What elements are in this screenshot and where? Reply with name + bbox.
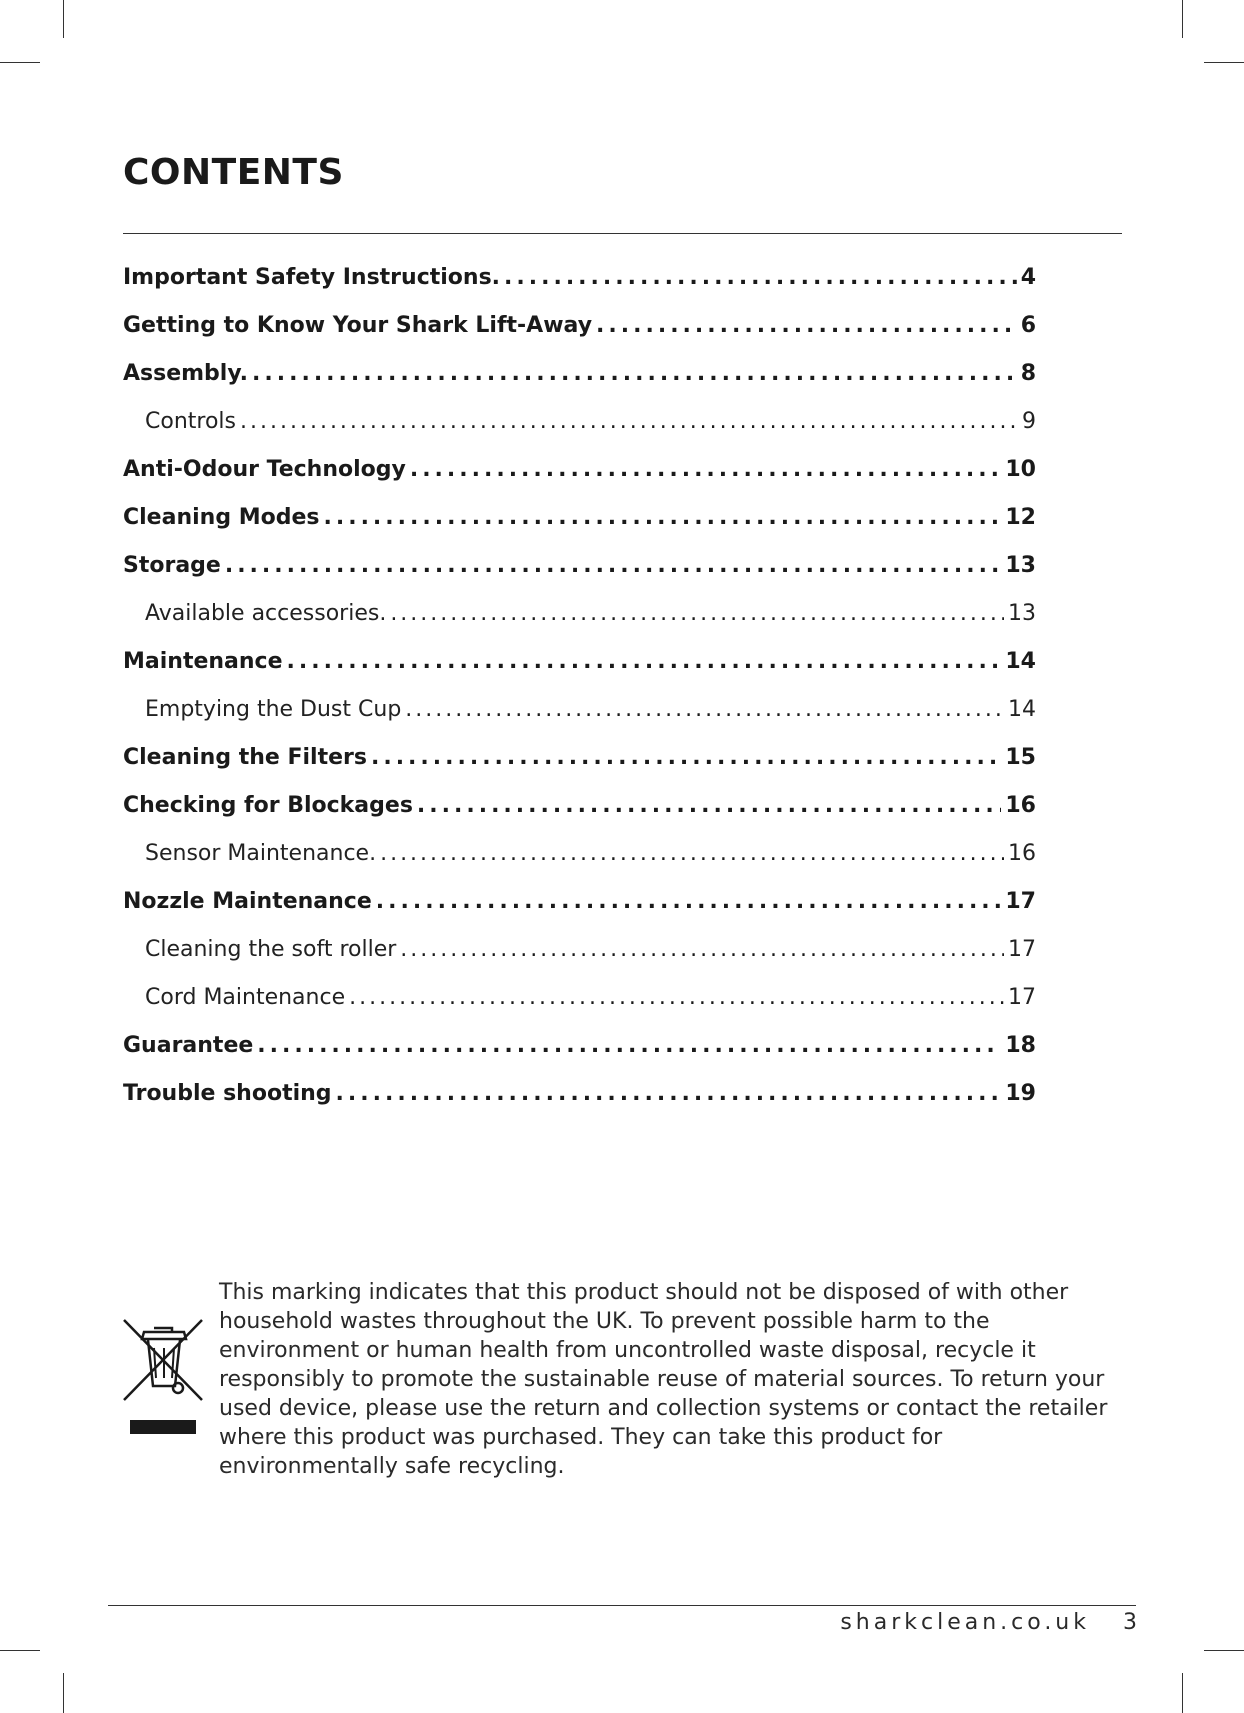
footer-divider (108, 1605, 1136, 1606)
toc-entry (123, 738, 1036, 786)
toc-entry-label: Getting to Know Your Shark Lift-Away (123, 313, 593, 338)
toc-entry-label: Anti-Odour Technology (123, 457, 406, 482)
toc-entry (123, 1026, 1036, 1074)
toc-entry-page: 12 (1005, 505, 1036, 530)
crop-mark (1204, 62, 1244, 63)
title-divider (123, 233, 1122, 234)
toc-entry (123, 930, 1036, 978)
dot-leader (324, 498, 1002, 538)
toc-entry (123, 402, 1036, 450)
page-number: 3 (1123, 1610, 1137, 1635)
toc-entry-label: Trouble shooting (123, 1081, 332, 1106)
toc-entry-label: Assembly. (123, 361, 249, 386)
toc-entry-label: Important Safety Instructions. (123, 265, 501, 290)
toc-entry (123, 786, 1036, 834)
toc-entry-page: 16 (1008, 841, 1036, 866)
dot-leader (376, 882, 1002, 922)
toc-entry-page: 9 (1022, 409, 1036, 434)
dot-leader (504, 258, 1017, 298)
dot-leader (336, 1074, 1002, 1114)
toc-entry (123, 354, 1036, 402)
toc-entry (123, 642, 1036, 690)
crop-mark (0, 1650, 40, 1651)
crossed-out-wheelie-bin-icon (122, 1318, 204, 1438)
toc-entry-label: Available accessories. (145, 601, 387, 626)
toc-entry (123, 306, 1036, 354)
dot-leader (257, 1026, 1001, 1066)
toc-entry-label: Checking for Blockages (123, 793, 413, 818)
page-footer (840, 1610, 1137, 1635)
toc-entry-label: Cleaning the soft roller (145, 937, 397, 962)
crop-mark (63, 0, 64, 38)
toc-entry-label: Cleaning Modes (123, 505, 320, 530)
toc-entry-label: Controls (145, 409, 236, 434)
website-url: sharkclean.co.uk (840, 1610, 1090, 1635)
toc-entry-page: 19 (1005, 1081, 1036, 1106)
dot-leader (405, 690, 1004, 730)
toc-entry-page: 17 (1008, 985, 1036, 1010)
toc-entry (123, 498, 1036, 546)
crop-mark (0, 62, 40, 63)
toc-entry-page: 10 (1005, 457, 1036, 482)
dot-leader (417, 786, 1001, 826)
weee-disposal-notice: This marking indicates that this product should not be disposed of with other household wastes throughout the UK. To prevent possible harm to the environment or human health from uncontrolled waste disposal, recycle it responsibly to promote the sustainable reuse of material sources. To return your used device, please use the return and collection systems or contact the retailer where this product was purchased. They can take this product for environmentally safe recycling. (219, 1280, 1108, 1479)
toc-entry (123, 450, 1036, 498)
toc-entry (123, 834, 1036, 882)
crop-mark (1182, 0, 1183, 38)
toc-entry-page: 16 (1005, 793, 1036, 818)
toc-entry-label: Cord Maintenance (145, 985, 346, 1010)
dot-leader (390, 594, 1004, 634)
dot-leader (349, 978, 1004, 1018)
toc-entry (123, 1074, 1036, 1122)
toc-entry (123, 546, 1036, 594)
dot-leader (410, 450, 1002, 490)
crop-mark (1204, 1650, 1244, 1651)
dot-leader (380, 834, 1004, 874)
toc-entry-page: 15 (1005, 745, 1036, 770)
dot-leader (596, 306, 1017, 346)
toc-entry (123, 258, 1036, 306)
toc-entry-page: 17 (1008, 937, 1036, 962)
page-title: CONTENTS (123, 152, 344, 193)
toc-entry (123, 978, 1036, 1026)
crop-mark (1182, 1673, 1183, 1713)
toc-entry-label: Guarantee (123, 1033, 254, 1058)
toc-entry-label: Cleaning the Filters (123, 745, 367, 770)
toc-entry-page: 13 (1005, 553, 1036, 578)
crop-mark (63, 1673, 64, 1713)
toc-entry-label: Nozzle Maintenance (123, 889, 372, 914)
toc-entry-page: 17 (1005, 889, 1036, 914)
table-of-contents (123, 258, 1036, 1122)
toc-entry-page: 14 (1008, 697, 1036, 722)
dot-leader (287, 642, 1002, 682)
dot-leader (400, 930, 1004, 970)
toc-entry (123, 882, 1036, 930)
dot-leader (240, 402, 1018, 442)
toc-entry-page: 18 (1005, 1033, 1036, 1058)
dot-leader (225, 546, 1002, 586)
toc-entry-label: Emptying the Dust Cup (145, 697, 402, 722)
toc-entry-page: 14 (1005, 649, 1036, 674)
toc-entry-page: 8 (1020, 361, 1036, 386)
toc-entry-label: Maintenance (123, 649, 283, 674)
toc-entry (123, 690, 1036, 738)
toc-entry-page: 6 (1020, 313, 1036, 338)
toc-entry-label: Sensor Maintenance. (145, 841, 377, 866)
toc-entry-page: 13 (1008, 601, 1036, 626)
toc-entry (123, 594, 1036, 642)
toc-entry-label: Storage (123, 553, 221, 578)
dot-leader (371, 738, 1001, 778)
dot-leader (252, 354, 1017, 394)
toc-entry-page: 4 (1020, 265, 1036, 290)
